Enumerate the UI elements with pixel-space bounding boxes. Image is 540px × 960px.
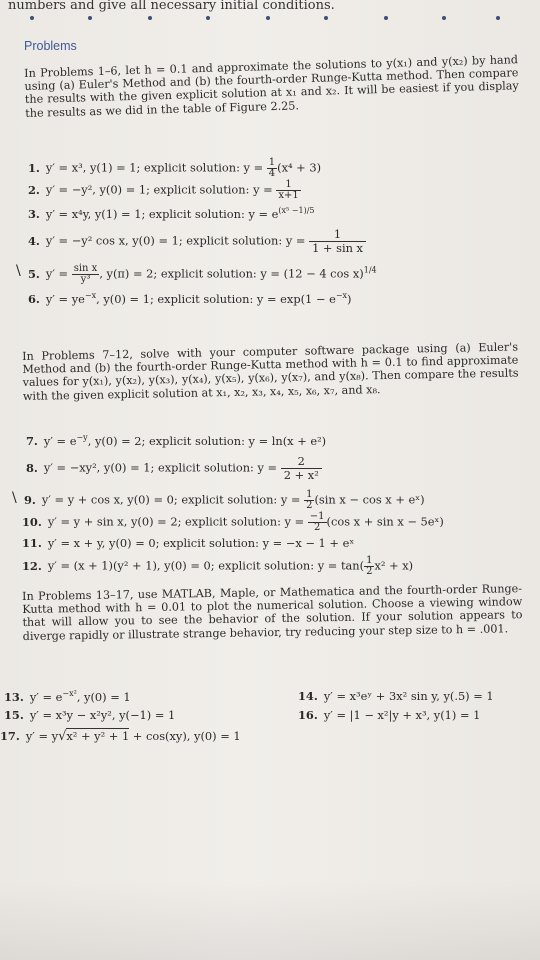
dot [148,16,152,20]
previous-text-line: numbers and give all necessary initial conditions. [8,0,335,13]
section-title: Problems [24,39,77,53]
dot [324,16,328,20]
problem-14: 14. y′ = x³eʸ + 3x² sin y, y(.5) = 1 [298,689,494,703]
problem-4: 4. y′ = −y² cos x, y(0) = 1; explicit solution: y = $\frac{1}{\text{1 + sin x}}$ [28,228,366,255]
problem-11: 11. y′ = x + y, y(0) = 0; explicit solution: y = −x − 1 + eˣ [22,536,355,550]
problem-6: 6. $y' = ye^{-x}$, y(0) = 1; explicit solution: $y = \exp(1 - e^{-x})$ [28,291,352,306]
problem-1: 1. y′ = x³, y(1) = 1; explicit solution: y = $\frac{1}{4}$ (x⁴ + 3) [28,157,322,179]
handwritten-check-mark: \ [12,490,17,506]
problem-3: 3. y′ = x⁴y, y(1) = 1; explicit solution: $y = e^{(x^5 -1)/5}$ [28,206,315,221]
problem-13: 13. $y' = e^{-x^2}$, y(0) = 1 [4,689,131,704]
dot [384,16,388,20]
handwritten-check-mark: \ [16,263,21,279]
problem-17: 17. y′ = y√x² + y² + 1 + cos(xy), y(0) = 1 [0,729,241,744]
instructions-problems-7-12: In Problems 7–12, solve with your computer software package using (a) Euler's Method and (b) the fourth-order Runge-Kutta method with h = 0.1 to find approximate values for y(x₁), y(x₂), y(x₃), y(x₄), y(x₅), y(x₆), y(x₇), and y(x₈). Then compare the results with the given explicit solution at x₁, x₂, x₃, x₄, x₅, x₆, x₇, and x₈. [22,340,519,403]
problem-7: 7. $y' = e^{-y}$, y(0) = 2; explicit solution: y = ln(x + e²) [26,433,327,448]
dot [442,16,446,20]
problem-8: 8. y′ = −xy², y(0) = 1; explicit solution: y = $\frac{2}{\text{2 + x²}}$ [26,455,322,482]
dot [266,16,270,20]
dot [496,16,500,20]
decorative-dot-row [30,16,500,28]
problem-10: 10. y′ = y + sin x, y(0) = 2; explicit solution: y = $\frac{-1}{2}$ (cos x + sin x − 5eˣ) [22,511,444,533]
dot [30,16,34,20]
problem-16: 16. y′ = |1 − x²|y + x³, y(1) = 1 [298,708,481,722]
problem-15: 15. y′ = x³y − x²y², y(−1) = 1 [4,708,176,722]
dot [88,16,92,20]
problem-2: 2. y′ = −y², y(0) = 1; explicit solution: y = $\frac{1}{x+1}$ [28,179,299,201]
dot [206,16,210,20]
instructions-problems-1-6: In Problems 1–6, let h = 0.1 and approximate the solutions to y(x₁) and y(x₂) by hand using (a) Euler's Method and (b) the fourth-order Runge-Kutta method. Then compare the results with the given explicit solution at x₁ and x₂. It will be easiest if you display the results as we did in the table of Figure 2.25. [24,53,519,120]
instructions-problems-13-17: In Problems 13–17, use MATLAB, Maple, or Mathematica and the fourth-order Runge-Kutta method with h = 0.01 to plot the numerical solution. Choose a viewing window that will allow you to see the behavior of the solution. If your solution appears to diverge rapidly or illustrate strange behavior, try reducing your step size to h = .001. [22,582,523,643]
page-shadow [0,880,540,960]
problem-9: 9. y′ = y + cos x, y(0) = 0; explicit solution: y = $\frac{1}{2}$ (sin x − cos x + eˣ) [24,489,425,511]
problem-12: 12. y′ = (x + 1)(y² + 1), y(0) = 0; explicit solution: y = tan( $\frac{1}{2}$ x² + x) [22,555,414,577]
problem-5: 5. y′ = $\frac{\text{sin x}}{\text{y³}}$ , y(π) = 2; explicit solution: y = (12 − 4 cos x)$^{1/4}$ [28,263,377,285]
square-root-icon: √ [58,729,67,744]
